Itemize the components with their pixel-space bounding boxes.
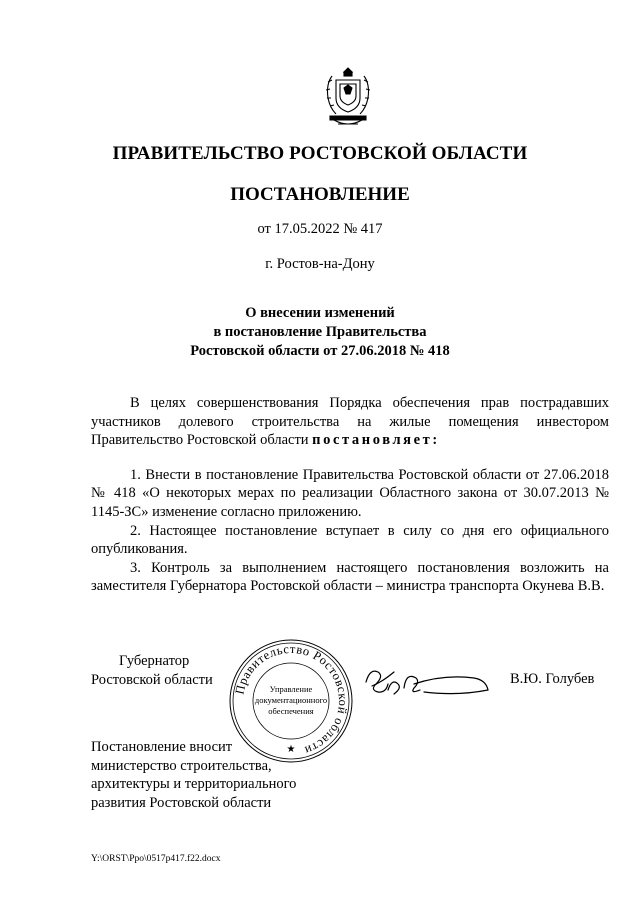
submitter-line-1: Постановление вносит [91,739,233,755]
stamp-center-line-3: обеспечения [268,706,314,716]
item-3-paragraph: 3. Контроль за выполнением настоящего постановления возложить на заместителя Губернатора Ростовской области – министра транспорта Окунева В.В. [91,559,609,595]
document-type: ПОСТАНОВЛЕНИЕ [230,184,410,205]
stamp-star-icon: ★ [286,744,296,755]
subject-line-2: в постановление Правительства [213,324,427,340]
signatory-position [91,652,231,689]
document-date-number: от 17.05.2022 № 417 [257,221,383,237]
government-title: ПРАВИТЕЛЬСТВО РОСТОВСКОЙ ОБЛАСТИ [112,143,528,164]
document-body [91,394,609,596]
subject-line-3: Ростовской области от 27.06.2018 № 418 [190,343,450,359]
handwritten-signature [358,660,498,700]
submitter-line-2: министерство строительства, [91,757,272,774]
subject-line-1: О внесении изменений [245,305,395,321]
submitter-line-3: архитектуры и территориального [91,776,297,793]
document-city: г. Ростов-на-Дону [265,256,375,272]
stamp-ring-text: Правительство Ростовской области [232,641,351,758]
submitter-line-4: развития Ростовской области [91,794,272,811]
item-2-paragraph: 2. Настоящее постановление вступает в силу со дня его официального опубликования. [91,522,609,558]
coat-of-arms-emblem [318,62,378,130]
position-line-2: Ростовской области [91,671,213,688]
stamp-center-line-2: документационного [254,695,328,705]
position-line-1: Губернатор [119,653,190,669]
submitter-block [91,738,351,812]
file-path: Y:\ORST\Ppo\0517p417.f22.docx [91,854,221,864]
decree-word: постановляет: [312,432,440,449]
signatory-name: В.Ю. Голубев [510,671,595,687]
document-subject [0,304,640,361]
preamble-text: В целях совершенствования Порядка обеспечения прав пострадавших участников долевого строительства на жилые помещения инвестором Правительство Ростовской области [91,395,609,449]
stamp-center-line-1: Управление [269,684,313,694]
preamble-paragraph [91,394,609,450]
item-1-paragraph: 1. Внести в постановление Правительства Ростовской области от 27.06.2018 № 418 «О некоторых мерах по реализации Областного закона от 30.07.2013 № 1145-ЗС» изменение согласно приложению. [91,466,609,520]
